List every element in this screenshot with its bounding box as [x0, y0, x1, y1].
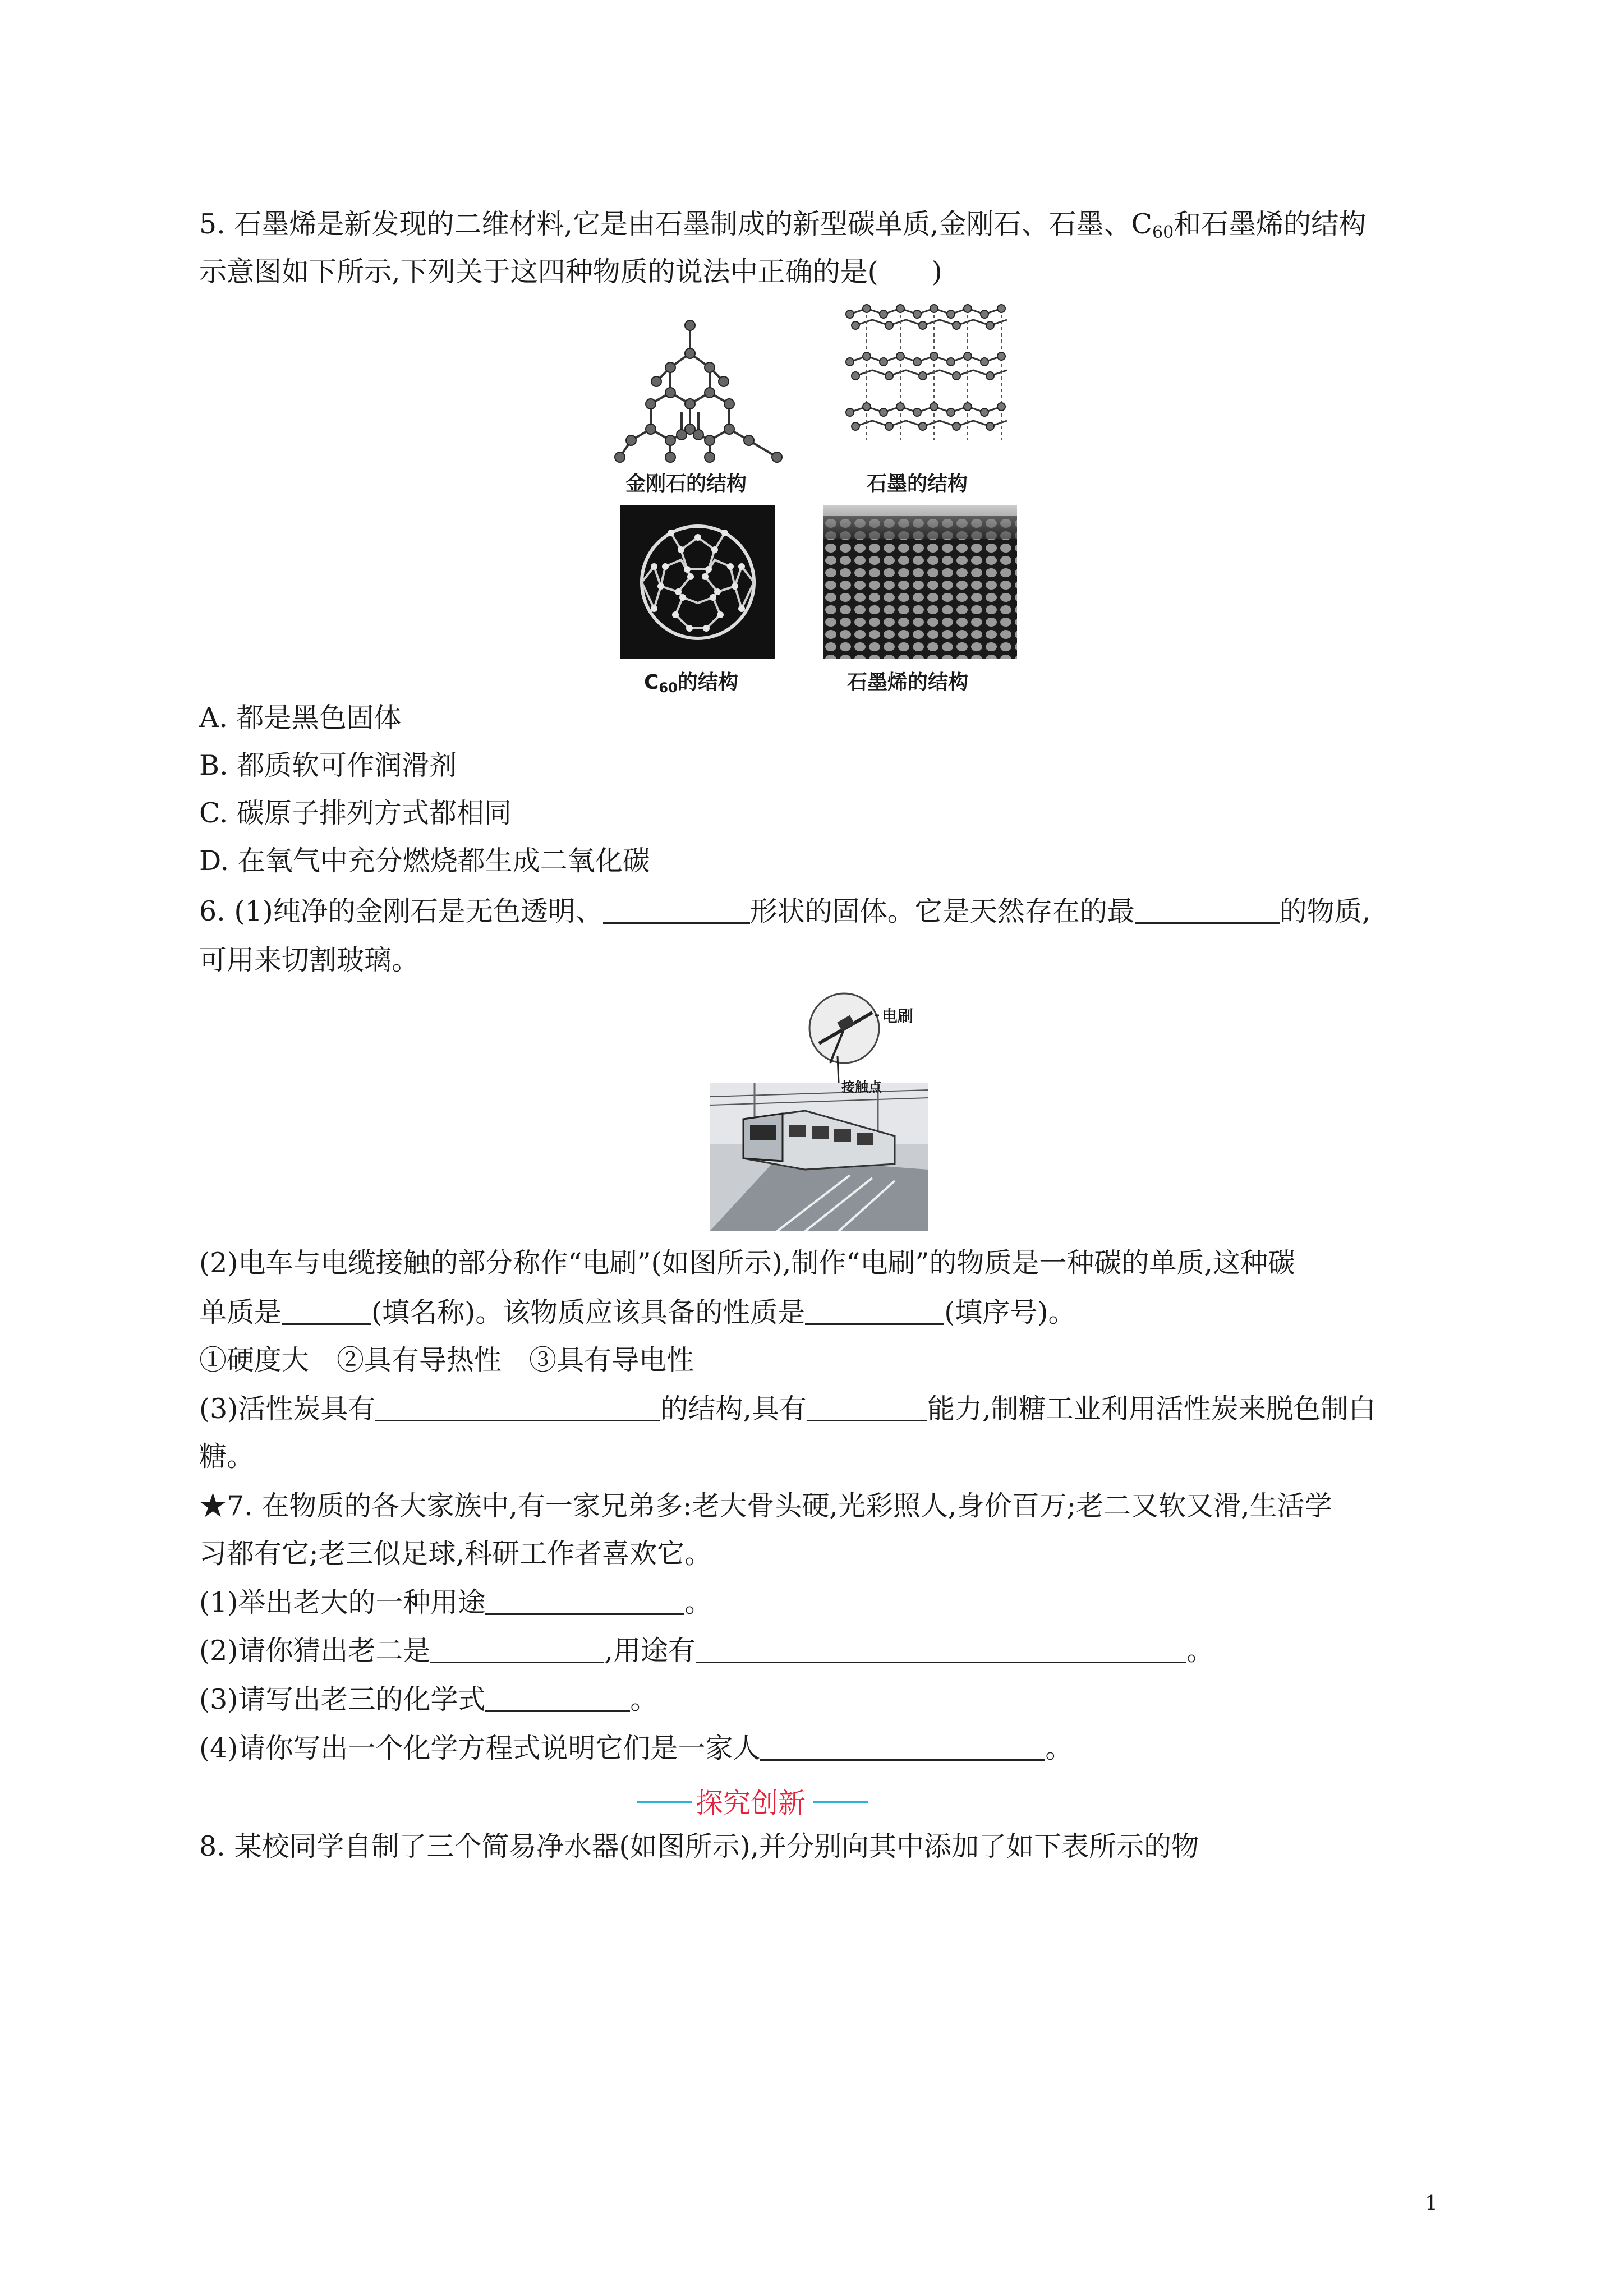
q7-blank-formula[interactable] [485, 1685, 630, 1712]
q5-stem-text-b: 和石墨烯的结构 [1174, 208, 1367, 240]
graphene-structure-figure [823, 505, 1017, 659]
q7-blank-equation[interactable] [760, 1733, 1045, 1761]
section-rule-left [637, 1801, 692, 1803]
graphite-caption: 石墨的结构 [867, 472, 968, 495]
q6-blank-structure[interactable] [375, 1394, 660, 1421]
q6-part2-line1: (2)电车与电缆接触的部分称作“电刷”(如图所示),制作“电刷”的物质是一种碳的单质,这种碳 [199, 1247, 1295, 1279]
q5-option-c[interactable]: C. 碳原子排列方式都相同 [199, 797, 512, 829]
diamond-structure-figure [609, 314, 794, 466]
q6-blank-ability[interactable] [807, 1394, 927, 1421]
q6-blank-hardness[interactable] [1135, 896, 1280, 924]
q6-blank-substance-name[interactable] [282, 1297, 371, 1325]
diamond-caption: 金刚石的结构 [625, 472, 747, 495]
q7-blank-second-uses[interactable] [696, 1636, 1186, 1663]
q7-sub4: (4)请你写出一个化学方程式说明它们是一家人 。 [199, 1732, 1073, 1764]
q5-stem-close-paren: ) [931, 256, 942, 288]
q6-part3-line2: 糖。 [199, 1441, 255, 1473]
q6-part2-line2: 单质是 (填名称)。该物质应该具备的性质是 (填序号)。 [199, 1296, 1076, 1328]
q5-stem-line1 [199, 208, 1366, 250]
q7-stem-line2: 习都有它;老三似足球,科研工作者喜欢它。 [199, 1538, 712, 1570]
q5-option-d[interactable]: D. 在氧气中充分燃烧都生成二氧化碳 [199, 845, 650, 877]
q8-stem: 8. 某校同学自制了三个简易净水器(如图所示),并分别向其中添加了如下表所示的物 [199, 1830, 1199, 1862]
q6-blank-shape[interactable] [603, 896, 750, 924]
q5-stem-text-c: 示意图如下所示,下列关于这四种物质的说法中正确的是( [199, 256, 878, 288]
q5-stem-text-a: 5. 石墨烯是新发现的二维材料,它是由石墨制成的新型碳单质,金刚石、石墨、C [199, 208, 1152, 240]
graphene-caption: 石墨烯的结构 [847, 671, 969, 694]
brush-label: 电刷 [882, 1007, 914, 1025]
q6-line1: 6. (1)纯净的金刚石是无色透明、 形状的固体。它是天然存在的最 的物质, [199, 895, 1371, 927]
q7-sub3: (3)请写出老三的化学式 。 [199, 1683, 658, 1715]
q5-stem-line2 [199, 255, 942, 289]
q7-blank-use[interactable] [485, 1588, 684, 1615]
graphite-structure-figure [844, 297, 1013, 454]
q7-stem-line1: ★7. 在物质的各大家族中,有一家兄弟多:老大骨头硬,光彩照人,身价百万;老二又软又滑,生活学 [199, 1490, 1332, 1522]
c60-caption: $C_{60}$的结构 [644, 671, 738, 696]
contact-point-label: 接触点 [841, 1079, 882, 1095]
q6-blank-property-number[interactable] [805, 1297, 944, 1325]
q5-option-a[interactable]: A. 都是黑色固体 [199, 702, 402, 734]
q7-sub1: (1)举出老大的一种用途 。 [199, 1586, 712, 1618]
q6-line2: 可用来切割玻璃。 [199, 944, 420, 976]
q6-part3-line1: (3)活性炭具有 的结构,具有 能力,制糖工业利用活性炭来脱色制白 [199, 1393, 1376, 1425]
c60-subscript: 60 [1152, 223, 1174, 242]
page-number: 1 [1425, 2192, 1438, 2215]
c60-structure-figure [620, 505, 775, 659]
q7-blank-second-brother[interactable] [430, 1636, 604, 1663]
section-title: 探究创新 [696, 1787, 806, 1819]
q6-property-choices: ①硬度大 ②具有导热性 ③具有导电性 [199, 1344, 694, 1376]
q7-sub2: (2)请你猜出老二是 ,用途有 。 [199, 1635, 1214, 1667]
q5-option-b[interactable]: B. 都质软可作润滑剂 [199, 749, 457, 781]
section-rule-right [813, 1801, 868, 1803]
